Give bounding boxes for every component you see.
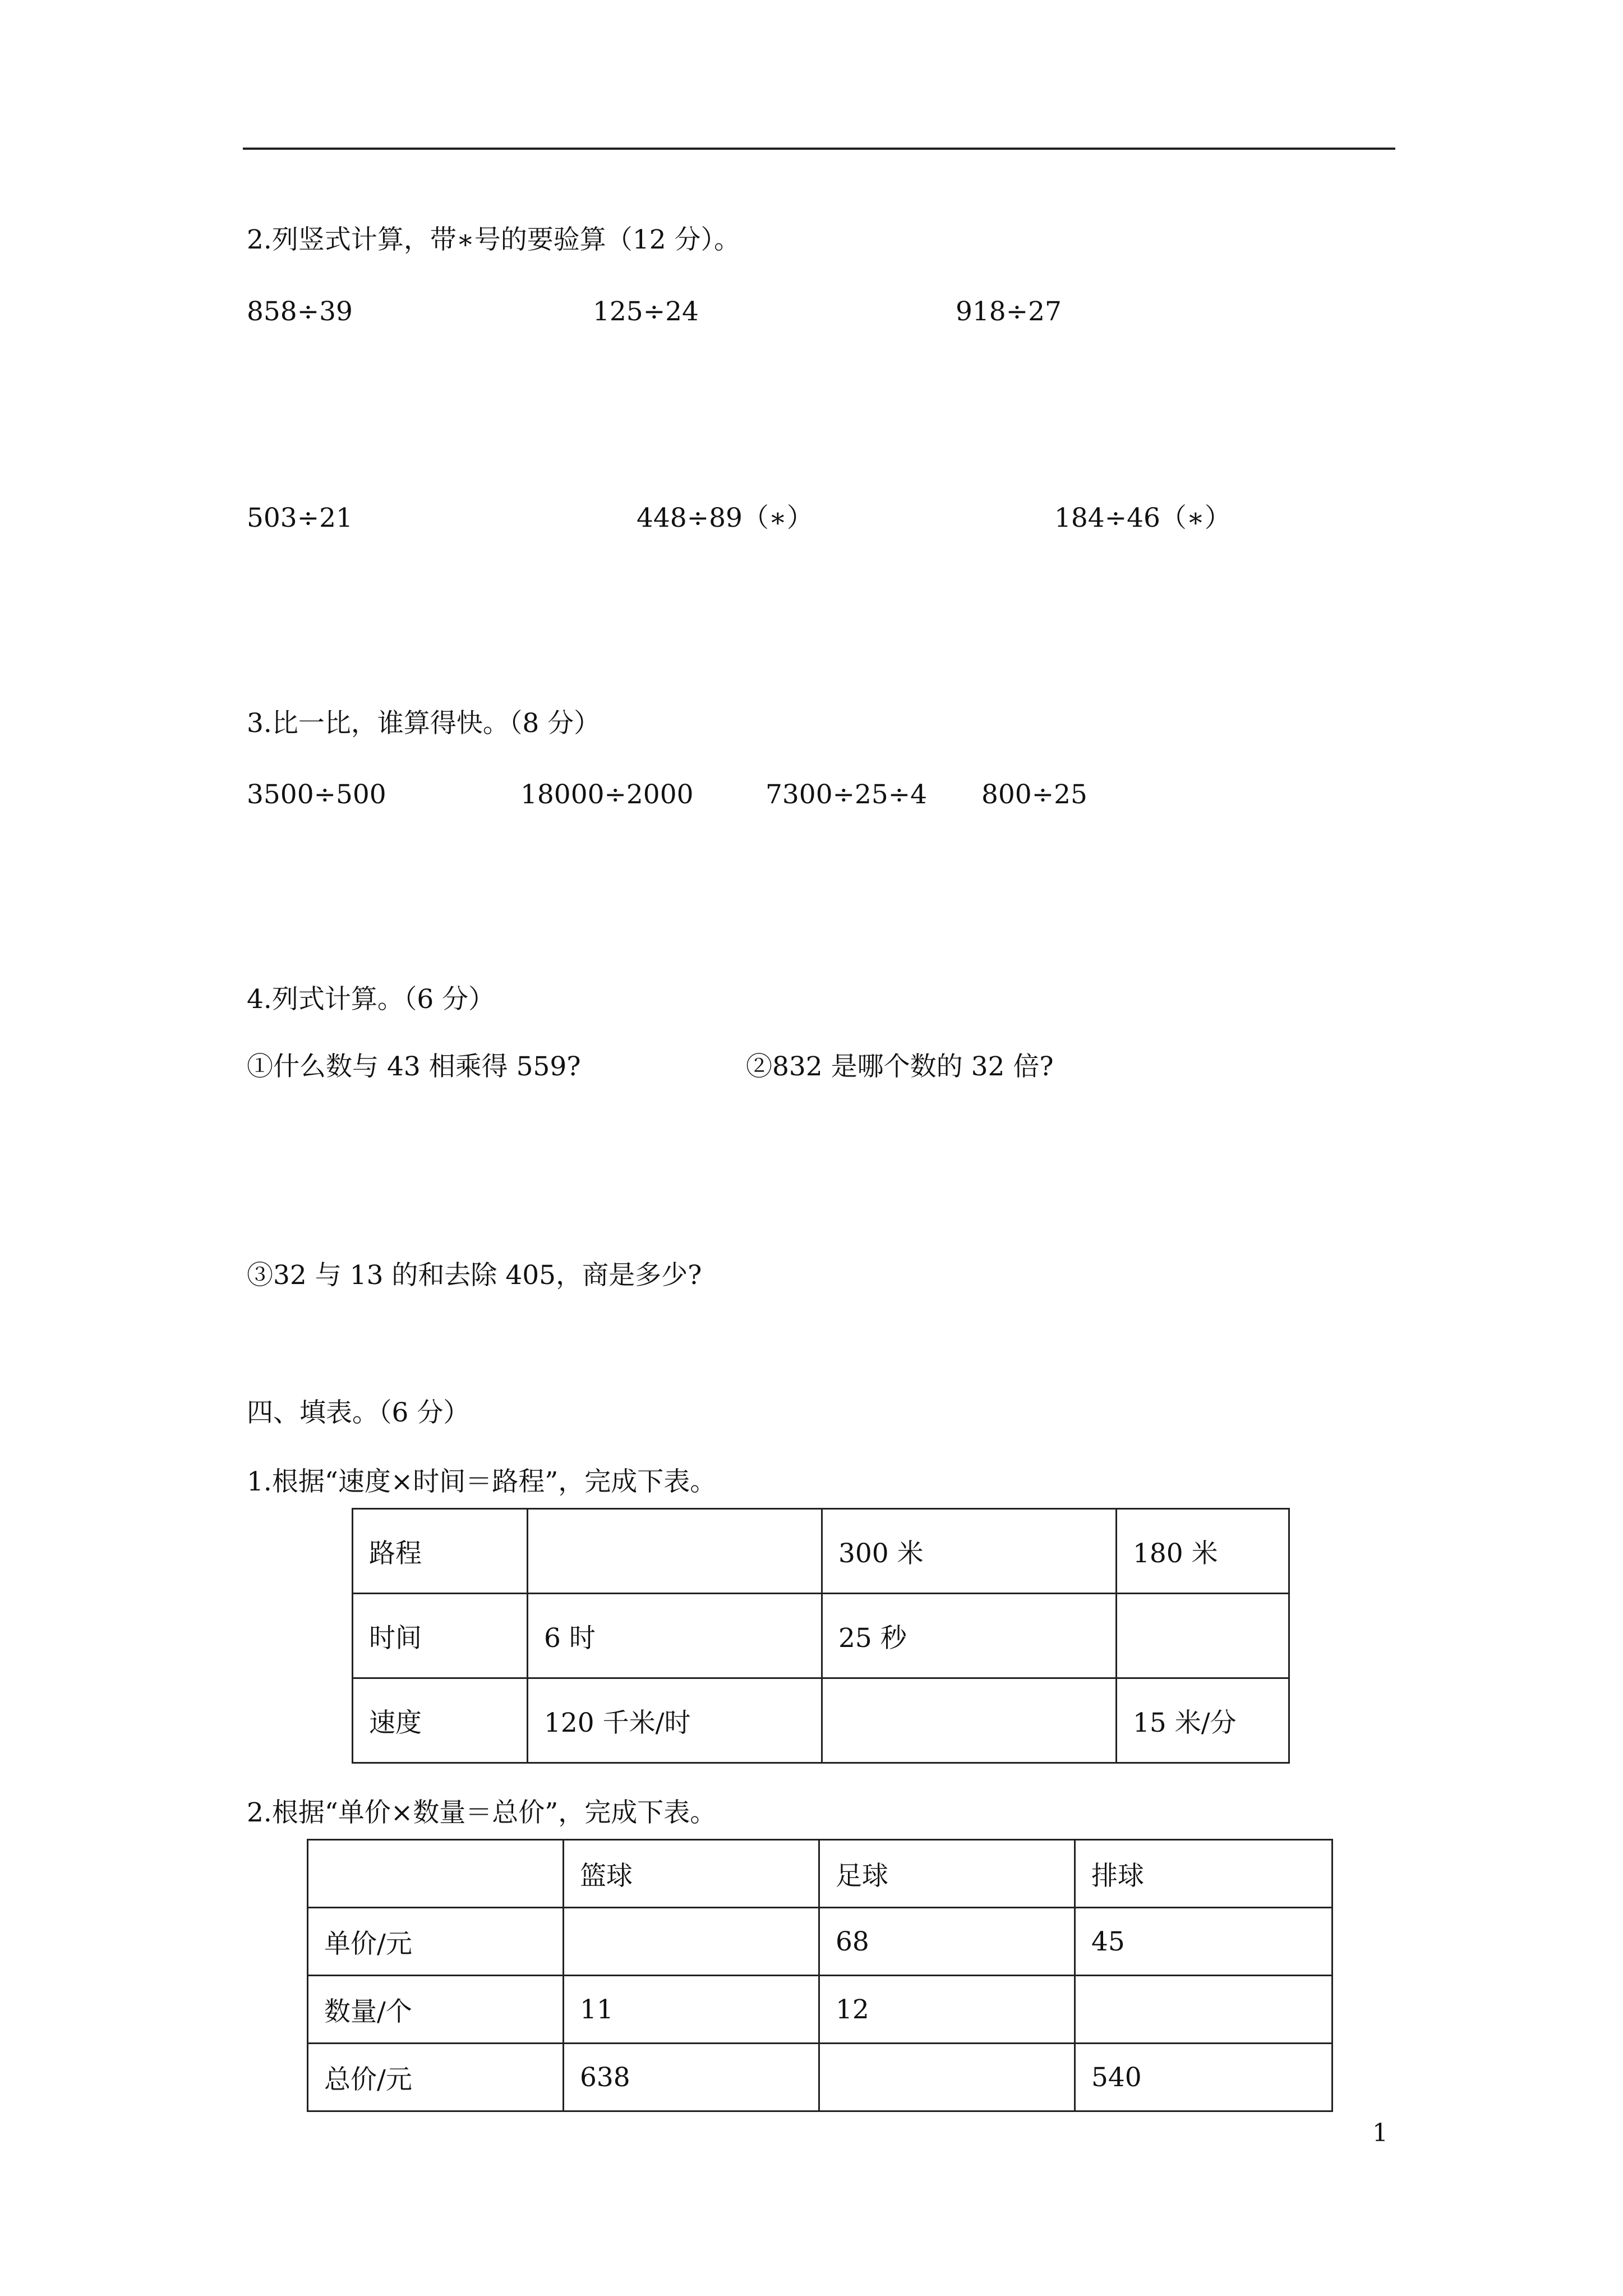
q2-problem-2: 125÷24	[593, 296, 699, 327]
unit-price-table	[307, 1839, 1333, 2112]
table-cell: 300 米	[822, 1509, 1117, 1594]
q3-problem-3: 7300÷25÷4	[766, 779, 928, 810]
table-cell: 68	[819, 1908, 1075, 1976]
table-cell	[528, 1509, 822, 1594]
table-cell	[1117, 1594, 1289, 1678]
q3-problem-2: 18000÷2000	[520, 779, 694, 810]
table-cell: 时间	[353, 1594, 528, 1678]
table-cell: 足球	[819, 1840, 1075, 1908]
table-cell: 排球	[1075, 1840, 1332, 1908]
table-row	[308, 1976, 1332, 2044]
section4-heading: 四、填表。（6 分）	[247, 1397, 470, 1428]
q3-heading: 3.比一比，谁算得快。（8 分）	[247, 708, 601, 739]
table-cell: 638	[564, 2044, 819, 2111]
table-cell: 数量/个	[308, 1976, 564, 2044]
table-cell: 45	[1075, 1908, 1332, 1976]
table-cell: 篮球	[564, 1840, 819, 1908]
q2-heading: 2.列竖式计算，带∗号的要验算（12 分）。	[247, 224, 741, 255]
q3-problem-4: 800÷25	[981, 779, 1087, 810]
table-cell: 速度	[353, 1678, 528, 1763]
table-row	[308, 1840, 1332, 1908]
table-cell: 6 时	[528, 1594, 822, 1678]
table-cell: 120 千米/时	[528, 1678, 822, 1763]
table-row	[308, 1908, 1332, 1976]
table-row	[353, 1509, 1289, 1594]
table-cell	[819, 2044, 1075, 2111]
q2-problem-6: 184÷46（∗）	[1054, 503, 1231, 533]
table-cell: 12	[819, 1976, 1075, 2044]
table-cell: 540	[1075, 2044, 1332, 2111]
table-cell	[1075, 1976, 1332, 2044]
table-cell	[822, 1678, 1117, 1763]
q2-problem-3: 918÷27	[956, 296, 1062, 327]
table2-caption: 2.根据“单价×数量＝总价”，完成下表。	[247, 1797, 717, 1828]
q2-problem-5: 448÷89（∗）	[637, 503, 813, 533]
table-cell: 总价/元	[308, 2044, 564, 2111]
table-cell	[564, 1908, 819, 1976]
q2-problem-4: 503÷21	[247, 503, 353, 533]
q2-problem-1: 858÷39	[247, 296, 353, 327]
table-cell: 单价/元	[308, 1908, 564, 1976]
q4-item-1: ①什么数与 43 相乘得 559?	[247, 1051, 581, 1082]
table-cell: 11	[564, 1976, 819, 2044]
q4-item-3: ③32 与 13 的和去除 405，商是多少?	[247, 1260, 702, 1291]
table-row	[308, 2044, 1332, 2111]
page-number: 1	[1372, 2119, 1388, 2147]
table-cell: 180 米	[1117, 1509, 1289, 1594]
table-cell: 15 米/分	[1117, 1678, 1289, 1763]
q4-heading: 4.列式计算。（6 分）	[247, 984, 495, 1015]
table-row	[353, 1678, 1289, 1763]
table-cell: 路程	[353, 1509, 528, 1594]
table-cell	[308, 1840, 564, 1908]
speed-time-distance-table	[352, 1508, 1290, 1764]
q3-problem-1: 3500÷500	[247, 779, 386, 810]
table1-caption: 1.根据“速度×时间＝路程”，完成下表。	[247, 1466, 717, 1497]
table-cell: 25 秒	[822, 1594, 1117, 1678]
q4-item-2: ②832 是哪个数的 32 倍?	[746, 1051, 1054, 1082]
table-row	[353, 1594, 1289, 1678]
header-rule	[243, 148, 1395, 150]
